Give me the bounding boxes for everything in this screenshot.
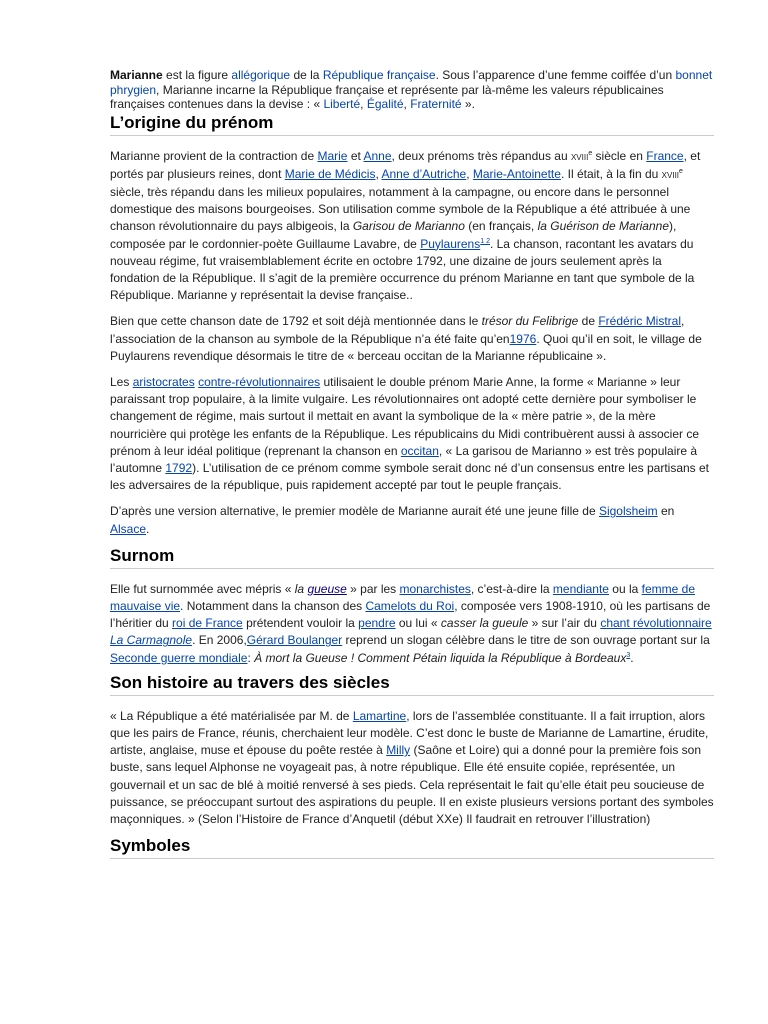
- link-gueuse[interactable]: gueuse: [307, 581, 347, 596]
- paragraph: [110, 374, 714, 494]
- text: , composée vers 1908-1910, où les partisans de l’héritier du: [110, 598, 711, 631]
- link-allegorique[interactable]: allégorique: [231, 68, 291, 82]
- link-la-carmagnole[interactable]: La Carmagnole: [110, 633, 193, 648]
- link-pendre[interactable]: pendre: [358, 616, 396, 631]
- text: utilisaient le double prénom Marie Anne, la forme « Marianne » leur paraissant trop populaire, à la limite vulgaire. Les révolutionnaires ont adopté cette dernière pour symboliser le changement de régime, mais surtout il mettait en avant la symbolique de la « mère patrie », de la mère nourricière qui protège les enfants de la République. Les républicains du Midi contribuèrent aussi à associer ce prénom à leur idéal politique (reprenant la chanson en: [110, 374, 700, 458]
- heading-symboles: Symboles: [110, 836, 714, 859]
- link-liberte[interactable]: Liberté: [323, 97, 361, 111]
- text: prétendent vouloir la: [242, 616, 359, 631]
- link-lamartine[interactable]: Lamartine: [352, 708, 407, 723]
- link-roi-de-france[interactable]: roi de France: [172, 616, 243, 631]
- paragraph: [110, 581, 714, 667]
- link-republique-francaise[interactable]: République française: [322, 68, 436, 82]
- text: Bien que cette chanson date de 1792 et soit déjà mentionnée dans le: [110, 314, 482, 329]
- text: siècle, très répandu dans les milieux populaires, notamment à la campagne, ou encore dans le personnel domestique des maisons bourgeoises. Son utilisation comme symbole de la République a été attribuée à une chanson révolutionnaire du pays albigeois, la: [110, 184, 691, 234]
- text: reprend un slogan célèbre dans le titre de son ouvrage portant sur la: [342, 633, 710, 648]
- heading-origine: L’origine du prénom: [110, 113, 714, 136]
- paragraph: [110, 503, 714, 537]
- text: siècle en: [592, 148, 647, 163]
- text: ,: [466, 166, 473, 181]
- italic-text: Garisou de Marianno: [352, 219, 465, 234]
- link-france[interactable]: France: [646, 148, 684, 163]
- paragraph: [110, 708, 714, 828]
- italic-text: À mort la Gueuse ! Comment Pétain liquida la République à Bordeaux: [254, 650, 627, 665]
- italic-text: la Guérison de Marianne: [537, 219, 670, 234]
- century-numeral: xviii: [661, 168, 680, 181]
- text: , c’est-à-dire la: [470, 581, 553, 596]
- text: ».: [461, 97, 475, 111]
- text: . Sous l’apparence d’une femme coiffée d’un: [435, 68, 676, 82]
- italic-text: casser la gueule: [440, 616, 529, 631]
- text: , deux prénoms très répandus au: [391, 148, 571, 163]
- text: , « La garisou de Marianno » est très populaire à l’automne: [110, 443, 698, 475]
- text: » par les: [346, 581, 400, 596]
- text: de: [578, 314, 599, 329]
- link-fraternite[interactable]: Fraternité: [410, 97, 462, 111]
- text: ,: [375, 166, 382, 181]
- footnote-ref[interactable]: 3: [626, 651, 631, 659]
- text: . Notamment dans la chanson des: [180, 598, 366, 613]
- text: .: [630, 650, 634, 665]
- text: en: [657, 504, 675, 519]
- paragraph: [110, 313, 714, 365]
- link-monarchistes[interactable]: monarchistes: [399, 581, 471, 596]
- link-1976[interactable]: 1976: [509, 331, 537, 346]
- link-mendiante[interactable]: mendiante: [552, 581, 609, 596]
- link-contre-revolutionnaires[interactable]: contre-révolutionnaires: [198, 374, 321, 389]
- text: D’après une version alternative, le premier modèle de Marianne aurait été une jeune fille de: [110, 504, 599, 519]
- text: (Saône et Loire) qui a donné pour la première fois son buste, sans lequel Alphonse ne voyageait pas, à notre république. Elle été ensuite copiée, représentée, un gouvernail et un sac de blé à moitié renversé à ses pieds. Cela représentait le fait qu’elle était peu soucieuse de puissance, se préoccupant surtout des aspirations du peuple. Il en existe plusieurs versions portant des symboles maçonniques. » (Selon l’Histoire de France d’Anquetil (début XXe) Il faudrait en retrouver l’illustration): [110, 743, 714, 826]
- text: ,: [360, 97, 367, 111]
- link-sigolsheim[interactable]: Sigolsheim: [598, 504, 658, 519]
- section-surnom: [110, 546, 714, 667]
- link-aristocrates[interactable]: aristocrates: [132, 374, 195, 389]
- article: [110, 60, 714, 859]
- link-bonnet-phrygien[interactable]: bonnet phrygien: [110, 68, 713, 97]
- italic-text: la: [294, 581, 308, 596]
- link-alsace[interactable]: Alsace: [110, 521, 147, 536]
- superscript: e: [679, 167, 683, 175]
- heading-surnom: Surnom: [110, 546, 714, 569]
- text: . Il était, à la fin du: [560, 166, 662, 181]
- link-marie-de-medicis[interactable]: Marie de Médicis: [284, 166, 376, 181]
- link-anne-d-autriche[interactable]: Anne d’Autriche: [381, 166, 467, 181]
- paragraph: [110, 148, 714, 305]
- text: est la figure: [162, 68, 232, 82]
- text: ,: [403, 97, 411, 111]
- text: (en français,: [464, 219, 538, 234]
- link-gerard-boulanger[interactable]: Gérard Boulanger: [246, 633, 343, 648]
- link-chant-revolutionnaire[interactable]: chant révolutionnaire: [600, 616, 712, 631]
- link-femme-de-mauvaise-vie[interactable]: femme de mauvaise vie: [110, 581, 696, 613]
- text: Elle fut surnommée avec mépris «: [110, 581, 295, 596]
- text: ou la: [608, 581, 642, 596]
- superscript: e: [588, 149, 593, 157]
- link-occitan[interactable]: occitan: [400, 443, 439, 458]
- text: , lors de l’assemblée constituante. Il a fait irruption, alors que les pairs de France, réunis, cherchaient leur modèle. C’est donc le buste de Marianne de Lamartine, érudite, artiste, anglaise, muse et épouse du poête restée à: [110, 708, 709, 758]
- link-marie[interactable]: Marie: [317, 148, 348, 163]
- text: :: [247, 650, 255, 665]
- link-marie-antoinette[interactable]: Marie-Antoinette: [472, 166, 561, 181]
- text: ). L’utilisation de ce prénom comme symbole serait donc né d’un consensus entre les partisans et les adversaires de la république, puis rapidement accepté par tout le peuple français.: [110, 460, 710, 493]
- section-symboles: [110, 836, 714, 859]
- text: . Quoi qu’il en soit, le village de Puylaurens revendique désormais le titre de « berceau occitan de la Marianne républicaine ».: [110, 331, 702, 363]
- text: , l’association de la chanson au symbole de la République n’a été faite qu’en: [110, 314, 685, 346]
- link-anne[interactable]: Anne: [363, 148, 392, 163]
- text: « La République a été matérialisée par M. de: [110, 708, 353, 723]
- text: ), composée par le cordonnier-poète Guillaume Lavabre, de: [110, 219, 677, 251]
- text: .: [146, 521, 150, 536]
- text: » sur l’air du: [528, 616, 601, 631]
- text: , et portés par plusieurs reines, dont: [110, 148, 701, 181]
- link-puylaurens[interactable]: Puylaurens: [420, 236, 481, 251]
- intro-subject: Marianne: [110, 68, 163, 82]
- text: de la: [290, 68, 323, 82]
- link-camelots-du-roi[interactable]: Camelots du Roi: [365, 598, 455, 613]
- century-numeral: xviii: [570, 150, 589, 163]
- text: et: [347, 148, 364, 163]
- text: ou lui «: [395, 616, 441, 631]
- link-frederic-mistral[interactable]: Frédéric Mistral: [598, 314, 682, 329]
- link-milly[interactable]: Milly: [386, 743, 411, 758]
- intro-paragraph: [110, 68, 714, 112]
- section-histoire: [110, 673, 714, 828]
- text: Marianne provient de la contraction de: [110, 148, 318, 163]
- link-1792[interactable]: 1792: [165, 460, 193, 475]
- link-egalite[interactable]: Égalité: [366, 97, 404, 111]
- footnote-ref[interactable]: 1 2: [480, 237, 490, 245]
- heading-histoire: Son histoire au travers des siècles: [110, 673, 714, 696]
- section-origine: [110, 113, 714, 538]
- link-seconde-guerre-mondiale[interactable]: Seconde guerre mondiale: [110, 650, 248, 665]
- text: Les: [110, 374, 133, 389]
- text: , Marianne incarne la République française et représente par là-même les valeurs républicaines françaises contenues dans la devise : «: [110, 82, 664, 111]
- text: . La chanson, racontant les avatars du nouveau régime, fut vraisemblablement écrite en octobre 1792, une dizaine de jours seulement après la fondation de la République. Il s’agit de la première occurrence du prénom Marianne en tant que symbole de la République. Marianne y représentait la devise française..: [110, 236, 695, 303]
- text: . En 2006,: [192, 633, 247, 648]
- italic-text: trésor du Felibrige: [481, 314, 579, 329]
